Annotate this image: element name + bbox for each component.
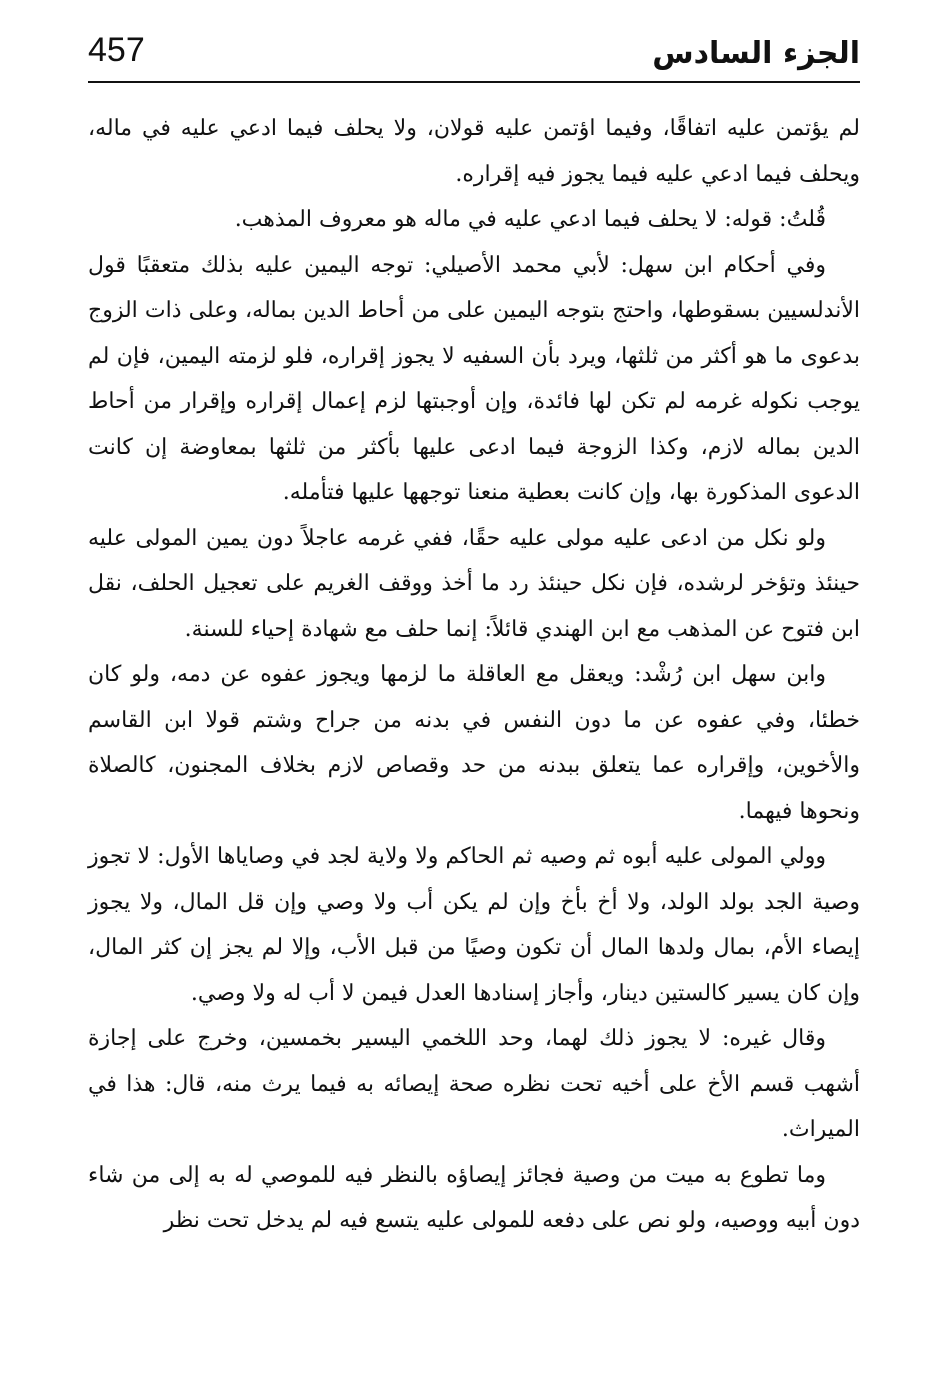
body-text: [88, 106, 860, 1244]
paragraph: قُلتُ: قوله: لا يحلف فيما ادعي عليه في ماله هو معروف المذهب.: [234, 207, 826, 232]
page-number: 457: [88, 31, 145, 69]
header-divider: [88, 81, 860, 83]
paragraph: ولو نكل من ادعى عليه مولى عليه حقًا، ففي غرمه عاجلاً دون يمين المولى عليه حينئذ وتؤخر لرشده، فإن نكل حينئذ رد ما أخذ ووقف الغريم على تعجيل الحلف، نقل ابن فتوح عن المذهب مع ابن الهندي قائلاً: إنما حلف مع شهادة إحياء للسنة.: [88, 525, 860, 642]
paragraph: لم يؤتمن عليه اتفاقًا، وفيما اؤتمن عليه قولان، ولا يحلف فيما ادعي عليه في ماله، ويحلف فيما ادعي عليه فيما يجوز فيه إقراره.: [88, 116, 860, 187]
paragraph: وولي المولى عليه أبوه ثم وصيه ثم الحاكم ولا ولاية لجد في وصاياها الأول: لا تجوز وصية الجد بولد الولد، ولا أخ بأخ وإن لم يكن أب ولا وصي وإن قل المال، ولا يجوز إيصاء الأم، بمال ولدها المال أن تكون وصيًا من قبل الأب، وإلا لم يجز إن كثر المال، وإن كان يسير كالستين دينار، وأجاز إسنادها العدل فيمن لا أب له ولا وصي.: [88, 844, 860, 1006]
paragraph: وابن سهل ابن رُشْد: ويعقل مع العاقلة ما لزمها ويجوز عفوه عن دمه، ولو كان خطئا، وفي عفوه عن ما دون النفس في بدنه من جراح وشتم قولا ابن القاسم والأخوين، وإقراره عما يتعلق ببدنه من حد وقصاص لازم بخلاف المجنون، كالصلاة ونحوها فيهما.: [88, 662, 860, 824]
running-title: الجزء السادس: [652, 36, 860, 71]
page-header: [88, 30, 860, 80]
paragraph: وفي أحكام ابن سهل: لأبي محمد الأصيلي: توجه اليمين عليه بذلك متعقبًا قول الأندلسيين بسقوطها، واحتج بتوجه اليمين على من أحاط الدين بماله، وعلى ذات الزوج بدعوى ما هو أكثر من ثلثها، ويرد بأن السفيه لا يجوز إقراره، فلو لزمته اليمين، فإن لم يوجب نكوله غرمه لم تكن لها فائدة، وإن أوجبتها لزم إعمال إقراره وإقرار من أحاط الدين بماله لازم، وكذا الزوجة فيما ادعى عليها بأكثر من ثلثها بمعاوضة إن كانت الدعوى المذكورة بها، وإن كانت بعطية منعنا توجهها عليها فتأمله.: [88, 252, 860, 505]
paragraph: وما تطوع به ميت من وصية فجائز إيصاؤه بالنظر فيه للموصي له به إلى من شاء دون أبيه ووصيه، ولو نص على دفعه للمولى عليه يتسع فيه لم يدخل تحت نظر: [88, 1162, 860, 1233]
paragraph: وقال غيره: لا يجوز ذلك لهما، وحد اللخمي اليسير بخمسين، وخرج على إجازة أشهب قسم الأخ على أخيه تحت نظره صحة إيصائه به فيما يرث منه، قال: هذا في الميراث.: [88, 1026, 860, 1142]
